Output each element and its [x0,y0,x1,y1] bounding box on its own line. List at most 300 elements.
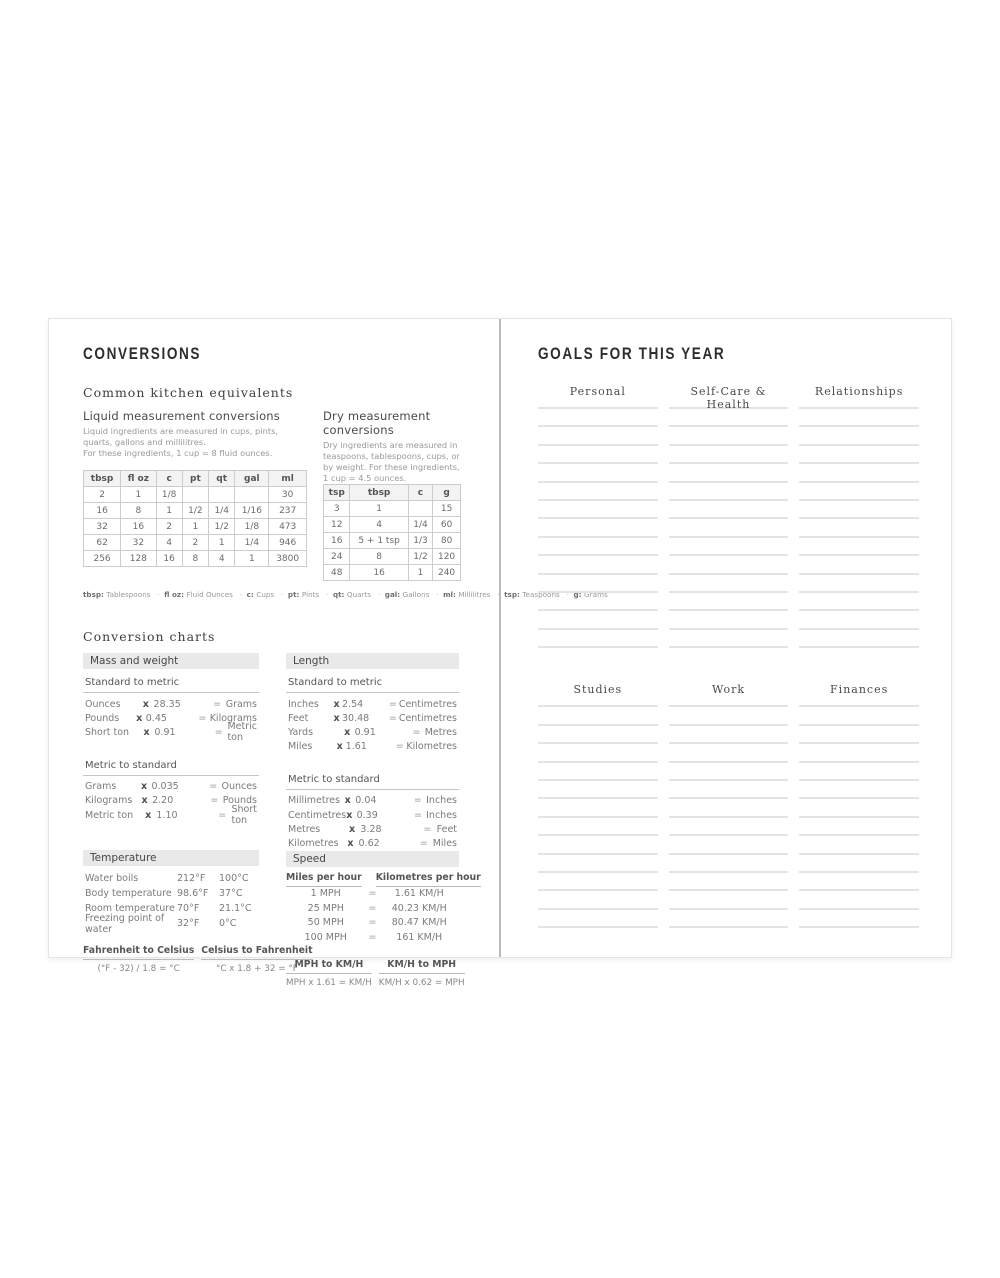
temperature-label: Body temperature [85,887,172,899]
table-cell: 1/8 [156,487,182,503]
table-header-cell: c [156,471,182,487]
writing-line [669,779,789,797]
to-unit: Inches [426,809,457,821]
table-cell [209,487,235,503]
factor-value: 1.10 [156,809,178,821]
temperature-row [83,871,259,885]
from-unit: Inches [288,698,319,710]
writing-line [538,742,658,760]
table-cell: 4 [156,535,182,551]
writing-line [538,517,658,535]
multiply-sign: x [333,698,340,710]
writing-line [799,628,919,646]
goals-column-relationships [799,385,919,664]
goal-category-heading: Work [711,683,746,697]
writing-line [669,871,789,889]
abbreviation: ml : [443,590,458,599]
equals-sign: = [213,698,222,710]
table-cell: 1/2 [182,503,208,519]
to-unit: Grams [225,698,257,710]
writing-line [538,573,658,591]
equals-sign: = [388,698,397,710]
from-unit: Millimetres [288,795,341,807]
factor-value: 2.20 [152,795,174,807]
conversion-row [286,808,459,822]
multiply-sign: x [344,795,351,807]
conversion-row [286,836,459,850]
equals-sign: = [368,902,377,914]
table-cell: 946 [269,535,307,551]
table-cell: 1 [121,487,156,503]
table-cell: 1/2 [209,519,235,535]
speed-column-headers [286,871,481,887]
abbreviation-meaning: Millilitres [458,590,491,599]
table-cell: 1/16 [235,503,269,519]
length-block [286,653,459,851]
equals-sign: = [395,741,404,753]
table-cell: 1/4 [209,503,235,519]
multiply-sign: x [347,837,354,849]
mph-column-header: Miles per hour [286,872,362,887]
liquid-heading: Liquid measurement conversions [83,409,280,423]
writing-line [669,554,789,572]
table-cell: 8 [350,549,408,565]
writing-line [669,908,789,926]
table-cell: 32 [121,535,156,551]
table-cell: 128 [121,551,156,567]
from-unit: Feet [288,712,309,724]
writing-line [669,536,789,554]
table-header-cell: ml [269,471,307,487]
temperature-label: Water boils [85,872,139,884]
section-bar: Mass and weight [83,653,259,669]
writing-line [799,926,919,944]
abbreviation: qt : [333,590,347,599]
goals-column-selfcare-health [669,385,789,664]
equals-sign: = [368,917,377,929]
writing-line [799,908,919,926]
to-unit: Kilometres [406,741,458,753]
from-unit: Pounds [85,712,120,724]
description-line: For these ingredients, 1 cup = 8 fluid ounces. [83,447,273,458]
writing-line [669,797,789,815]
mph-value: 1 MPH [310,888,341,900]
writing-line [799,742,919,760]
table-cell: 16 [324,533,350,549]
writing-line [799,444,919,462]
speed-row [286,930,459,945]
equals-sign: = [419,837,428,849]
table-cell: 32 [84,519,121,535]
table-cell: 2 [84,487,121,503]
writing-line [669,742,789,760]
table-row [84,551,307,567]
writing-line [669,705,789,723]
fahrenheit-value: 212°F [177,872,206,884]
dry-table-header-row [324,485,461,501]
writing-line [799,724,919,742]
from-unit: Ounces [85,698,121,710]
formula-body: °C x 1.8 + 32 = °F [215,963,298,974]
conversion-row [286,740,459,754]
liquid-measurement-table [83,470,307,567]
from-unit: Grams [85,781,117,793]
table-cell: 1/4 [235,535,269,551]
equals-sign: = [210,795,219,807]
abbreviation-pair [235,590,274,599]
table-cell: 1/2 [408,549,432,565]
to-unit: Miles [432,837,457,849]
formula-title: Celsius to Fahrenheit [201,945,312,960]
conversion-row [286,711,459,725]
planner-spread [48,318,952,988]
writing-line [669,646,789,664]
description-line: 1 cup = 4.5 ounces. [323,472,407,483]
factor-value: 3.28 [360,823,382,835]
table-cell: 3800 [269,551,307,567]
equals-sign: = [209,781,218,793]
table-row [84,519,307,535]
writing-line [538,609,658,627]
table-cell: 8 [121,503,156,519]
fahrenheit-value: 32°F [177,918,200,930]
table-cell: 12 [324,517,350,533]
writing-line [669,926,789,944]
conversion-row [286,794,459,808]
abbreviation-meaning: Gallons [402,590,430,599]
celsius-value: 37°C [219,887,243,899]
speed-formulas [286,958,465,988]
speed-block [286,851,481,988]
to-unit: Metres [424,726,457,738]
to-unit: Centimetres [398,698,457,710]
factor-value: 30.48 [342,712,370,724]
from-unit: Kilograms [85,795,133,807]
formula-body: MPH x 1.61 = KM/H [286,977,372,988]
table-cell: 237 [269,503,307,519]
formula-column [379,959,465,988]
writing-line [538,591,658,609]
liquid-table-header-row [84,471,307,487]
writing-lines [799,407,919,664]
abbreviation: c : [247,590,257,599]
table-cell: 48 [324,565,350,581]
table-header-cell: fl oz [121,471,156,487]
speed-row [286,901,459,916]
to-unit: Kilograms [209,712,257,724]
writing-line [538,871,658,889]
section-bar: Length [286,653,459,669]
conversion-rows [286,697,459,754]
writing-line [538,554,658,572]
writing-line [799,871,919,889]
temperature-row [83,886,259,900]
table-cell: 473 [269,519,307,535]
abbreviation-pair [153,590,233,599]
table-header-cell: tbsp [84,471,121,487]
conversion-row [286,822,459,836]
table-cell: 1 [235,551,269,567]
abbreviation-meaning: Quarts [346,590,372,599]
table-cell: 80 [433,533,461,549]
writing-line [669,499,789,517]
to-unit: Centimetres [398,712,457,724]
goals-column-personal [538,385,658,664]
table-cell [235,487,269,503]
writing-lines [669,407,789,664]
factor-value: 28.35 [153,698,181,710]
table-cell: 8 [182,551,208,567]
goal-category-heading: Personal [569,385,626,398]
goal-category-heading: Studies [573,683,623,697]
abbreviation-pair [373,590,429,599]
table-cell: 1/8 [235,519,269,535]
abbreviation-footnote [83,590,608,599]
equals-sign: = [218,809,227,821]
table-cell: 2 [156,519,182,535]
equals-sign: = [198,712,207,724]
writing-line [538,908,658,926]
writing-line [669,628,789,646]
factor-value: 0.62 [358,837,380,849]
writing-line [538,724,658,742]
speed-row [286,916,459,931]
mph-value: 100 MPH [304,931,347,943]
table-row [324,533,461,549]
conversion-row [83,804,259,827]
writing-line [669,425,789,443]
dry-description [323,440,461,484]
factor-value: 0.91 [354,726,376,738]
to-unit: Feet [436,823,458,835]
writing-line [538,481,658,499]
subsection-label: Metric to standard [286,771,459,790]
from-unit: Yards [288,726,314,738]
table-cell: 16 [350,565,408,581]
writing-line [799,889,919,907]
kmh-value: 80.47 KM/H [391,917,447,929]
writing-line [799,462,919,480]
writing-line [669,834,789,852]
multiply-sign: x [344,726,351,738]
equals-sign: = [388,712,397,724]
writing-line [669,444,789,462]
formula-body: KM/H x 0.62 = MPH [378,977,465,988]
celsius-value: 0°C [219,918,237,930]
abbreviation: gal : [385,590,403,599]
table-cell: 1/4 [408,517,432,533]
fahrenheit-value: 70°F [177,903,200,915]
table-cell: 3 [324,501,350,517]
writing-line [799,517,919,535]
writing-line [669,462,789,480]
equals-sign: = [368,931,377,943]
writing-line [799,646,919,664]
goals-column-studies [538,683,658,944]
table-cell: 1 [182,519,208,535]
writing-line [799,481,919,499]
goals-section-1 [538,385,919,664]
table-header-cell: qt [209,471,235,487]
writing-line [669,481,789,499]
abbreviation-pair [276,590,319,599]
table-row [84,487,307,503]
page-title: CONVERSIONS [83,344,202,363]
goals-page [500,319,951,957]
writing-line [538,834,658,852]
subsection-label: Standard to metric [83,674,259,693]
writing-line [538,407,658,425]
factor-value: 0.39 [356,809,378,821]
subsection-label: Metric to standard [83,757,259,776]
writing-line [799,407,919,425]
writing-line [538,705,658,723]
writing-line [669,889,789,907]
mass-weight-block [83,653,259,827]
abbreviation-pair [322,590,372,599]
writing-lines [669,705,789,944]
writing-line [669,724,789,742]
table-cell: 15 [433,501,461,517]
writing-line [538,797,658,815]
dry-heading: Dry measurement conversions [323,409,431,437]
abbreviation-pair [83,590,150,599]
writing-line [538,816,658,834]
abbreviation: pt : [288,590,302,599]
fahrenheit-value: 98.6°F [177,887,209,899]
abbreviation-meaning: Cups [256,590,275,599]
writing-line [538,646,658,664]
table-header-cell: tbsp [350,485,408,501]
multiply-sign: x [346,809,353,821]
table-cell: 4 [350,517,408,533]
liquid-conversions-column [83,409,307,581]
factor-value: 0.91 [154,726,176,738]
description-line: Liquid ingredients are measured in cups, pints, quarts, gallons and millilitres. [83,426,279,447]
goals-column-finances [799,683,919,944]
writing-lines [799,705,919,944]
table-header-cell: c [408,485,432,501]
to-unit: Ounces [221,781,258,793]
multiply-sign: x [141,795,148,807]
factor-value: 0.035 [151,781,179,793]
writing-line [538,499,658,517]
table-row [324,549,461,565]
dry-measurement-table [323,484,461,581]
from-unit: Centimetres [288,809,347,821]
multiply-sign: x [333,712,340,724]
writing-line [538,761,658,779]
table-cell: 16 [121,519,156,535]
abbreviation-meaning: Fluid Ounces [186,590,233,599]
equals-sign: = [423,823,432,835]
equals-sign: = [368,888,377,900]
table-cell: 5 + 1 tsp [350,533,408,549]
formula-title: MPH to KM/H [286,959,372,974]
conversion-charts-grid [83,653,481,988]
writing-line [799,779,919,797]
conversion-rows [286,794,459,851]
writing-line [799,705,919,723]
equals-sign: = [413,809,422,821]
kitchen-columns [83,409,460,581]
table-cell: 1 [209,535,235,551]
writing-lines [538,705,658,944]
writing-lines [538,407,658,664]
abbreviation-pair [432,590,491,599]
table-cell: 30 [269,487,307,503]
factor-value: 2.54 [342,698,364,710]
factor-value: 1.61 [345,741,367,753]
writing-line [799,591,919,609]
table-cell: 240 [433,565,461,581]
writing-line [669,816,789,834]
table-cell: 4 [209,551,235,567]
table-header-cell: g [433,485,461,501]
temperature-row [83,912,259,935]
multiply-sign: x [336,741,343,753]
multiply-sign: x [142,698,149,710]
equals-sign: = [412,726,421,738]
table-cell: 16 [156,551,182,567]
writing-line [669,609,789,627]
table-cell: 1 [408,565,432,581]
table-cell: 256 [84,551,121,567]
charts-heading: Conversion charts [83,629,216,644]
table-header-cell: gal [235,471,269,487]
subsection-label: Standard to metric [286,674,459,693]
to-unit: Metric ton [227,721,257,744]
goal-category-heading: Self-Care & Health [690,385,767,411]
table-cell: 62 [84,535,121,551]
formula-column [286,959,372,988]
table-cell [408,501,432,517]
conversion-row [286,697,459,711]
writing-line [538,444,658,462]
formula-title: KM/H to MPH [379,959,465,974]
goals-section-2 [538,683,919,944]
writing-line [669,517,789,535]
abbreviation-meaning: Teaspoons [522,590,560,599]
kitchen-heading: Common kitchen equivalents [83,385,294,400]
abbreviation: tbsp : [83,590,106,599]
multiply-sign: x [136,712,143,724]
goals-column-work [669,683,789,944]
mph-value: 50 MPH [307,917,344,929]
temperature-rows [83,871,259,935]
writing-line [669,591,789,609]
page-title: GOALS FOR THIS YEAR [538,344,726,363]
writing-line [799,536,919,554]
from-unit: Short ton [85,726,130,738]
dry-conversions-column [323,409,461,581]
table-row [324,501,461,517]
writing-line [799,853,919,871]
writing-line [538,462,658,480]
table-cell: 1 [156,503,182,519]
writing-line [538,853,658,871]
table-cell: 120 [433,549,461,565]
table-cell: 2 [182,535,208,551]
writing-line [799,609,919,627]
charts-column-right [286,653,481,988]
abbreviation-meaning: Tablespoons [106,590,151,599]
kmh-value: 161 KM/H [396,931,443,943]
to-unit: Pounds [222,795,257,807]
kmh-column-header: Kilometres per hour [376,872,481,887]
temperature-formulas [83,944,313,974]
goal-category-heading: Relationships [814,385,904,398]
